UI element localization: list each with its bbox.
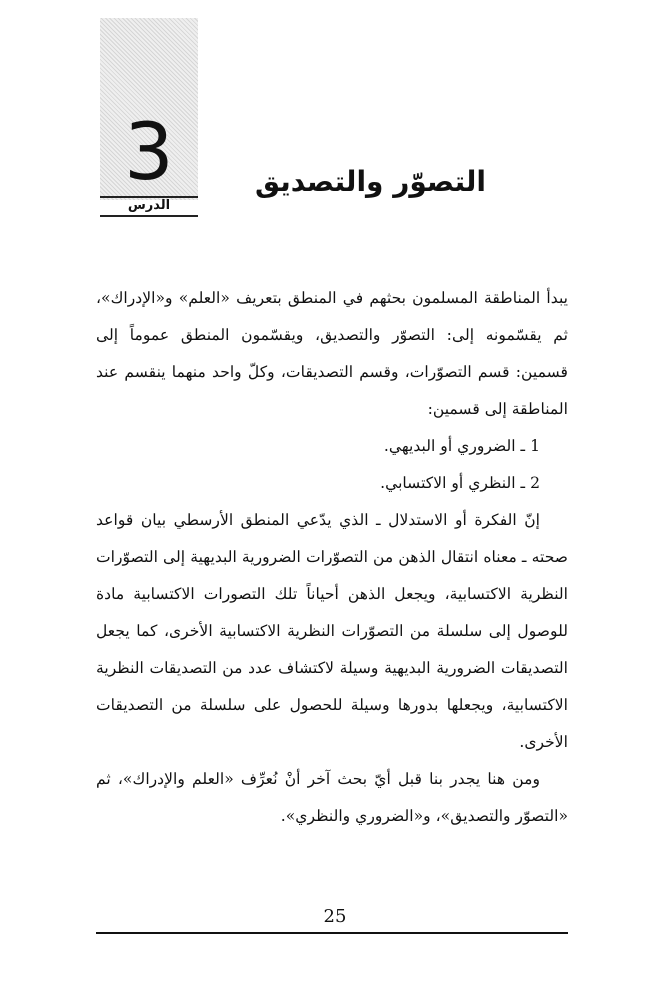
paragraph: ومن هنا يجدر بنا قبل أيّ بحث آخر أنْ نُعرِّف «العلم والإدراك»، ثم «التصوّر والتصديق»، و«الضروري والنظري». [96, 770, 568, 825]
list-item: 2 ـ النظري أو الاكتسابي. [380, 474, 540, 492]
list-item: 1 ـ الضروري أو البديهي. [383, 437, 540, 455]
lesson-label: الدرس [127, 198, 171, 213]
lesson-number: 3 [124, 108, 174, 198]
body-text [96, 280, 568, 835]
paragraph: إنّ الفكرة أو الاستدلال ـ الذي يدّعي المنطق الأرسطي بيان قواعد صحته ـ معناه انتقال الذهن من التصوّرات الضرورية البديهية إلى التصوّرات النظرية الاكتسابية، ويجعل الذهن أحياناً تلك التصورات الاكتسابية مادة للوصول إلى سلسلة من التصوّرات النظرية الاكتسابية الأخرى، كما يجعل التصديقات الضرورية البديهية وسيلة لاكتشاف عدد من التصديقات النظرية الاكتسابية، ويجعلها بدورها وسيلة للحصول على سلسلة من التصديقات الأخرى. [96, 511, 568, 751]
page-number: 25 [323, 906, 347, 927]
paragraph: يبدأ المناطقة المسلمون بحثهم في المنطق بتعريف «العلم» و«الإدراك»، ثم يقسّمونه إلى: التصوّر والتصديق، ويقسّمون المنطق عموماً إلى قسمين: قسم التصوّرات، وقسم التصديقات، وكلّ واحد منهما ينقسم عند المناطقة إلى قسمين: [96, 289, 568, 418]
footer-rule [96, 932, 568, 934]
lesson-label-bottom-rule [100, 215, 198, 217]
chapter-title: التصوّر والتصديق [254, 165, 486, 198]
